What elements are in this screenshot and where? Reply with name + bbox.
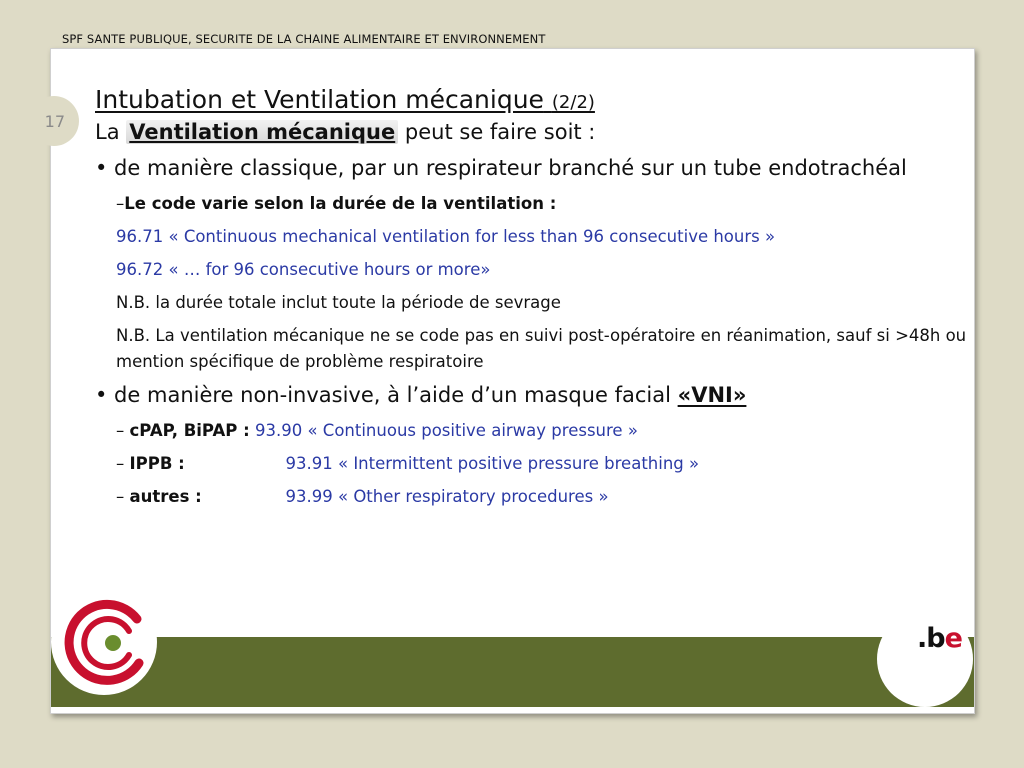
footer-band: [51, 637, 974, 707]
federal-c-logo-icon: [51, 589, 157, 695]
code-heading-line: [116, 191, 975, 217]
intro-suffix: peut se faire soit :: [404, 120, 596, 144]
code-heading-dash: –: [116, 194, 125, 213]
vni-item: [116, 451, 975, 477]
slide-title: [95, 85, 975, 114]
bullet-non-invasive: [95, 379, 975, 411]
vni-item-label: autres :: [129, 487, 202, 506]
vni-item-label: IPPB :: [129, 454, 185, 473]
vni-highlight: «VNI»: [677, 383, 747, 407]
organization-header: SPF SANTE PUBLIQUE, SECURITE DE LA CHAINE ALIMENTAIRE ET ENVIRONNEMENT: [62, 32, 546, 46]
vni-item-dash: –: [116, 487, 125, 506]
page-number-badge: 17: [29, 96, 79, 146]
note-post-op: N.B. La ventilation mécanique ne se code pas en suivi post-opératoire en réanimation, sauf si >48h ou mention spécifique de problème respiratoire: [116, 326, 967, 371]
code-96-71: 96.71 « Continuous mechanical ventilation for less than 96 consecutive hours »: [116, 227, 776, 246]
title-main: Intubation et Ventilation mécanique: [95, 85, 544, 114]
vni-item-code: 93.91 « Intermittent positive pressure breathing »: [285, 454, 700, 473]
vni-item: [116, 484, 975, 510]
code-96-72: 96.72 « … for 96 consecutive hours or more»: [116, 260, 491, 279]
title-sub: (2/2): [551, 92, 595, 113]
slide-content: [95, 85, 975, 510]
vni-item-label: cPAP, BiPAP :: [129, 421, 250, 440]
code-heading: Le code varie selon la durée de la ventilation :: [124, 194, 557, 213]
federal-logo-icon: [51, 589, 157, 695]
vni-item: [116, 418, 975, 444]
slide: [44, 48, 975, 714]
be-logo-text: .be: [917, 623, 962, 654]
vni-item-dash: –: [116, 454, 125, 473]
be-logo-icon: [917, 623, 962, 654]
intro-highlight: Ventilation mécanique: [126, 120, 398, 144]
vni-item-code: 93.90 « Continuous positive airway pressure »: [254, 421, 638, 440]
vni-item-code: 93.99 « Other respiratory procedures »: [285, 487, 609, 506]
note-sevrage: N.B. la durée totale inclut toute la période de sevrage: [116, 293, 561, 312]
bullet-non-invasive-text: • de manière non-invasive, à l’aide d’un masque facial: [95, 383, 671, 407]
bullet-classic: • de manière classique, par un respirateur branché sur un tube endotrachéal: [95, 156, 907, 180]
intro-prefix: La: [95, 120, 120, 144]
vni-item-dash: –: [116, 421, 125, 440]
intro-line: [95, 120, 975, 144]
